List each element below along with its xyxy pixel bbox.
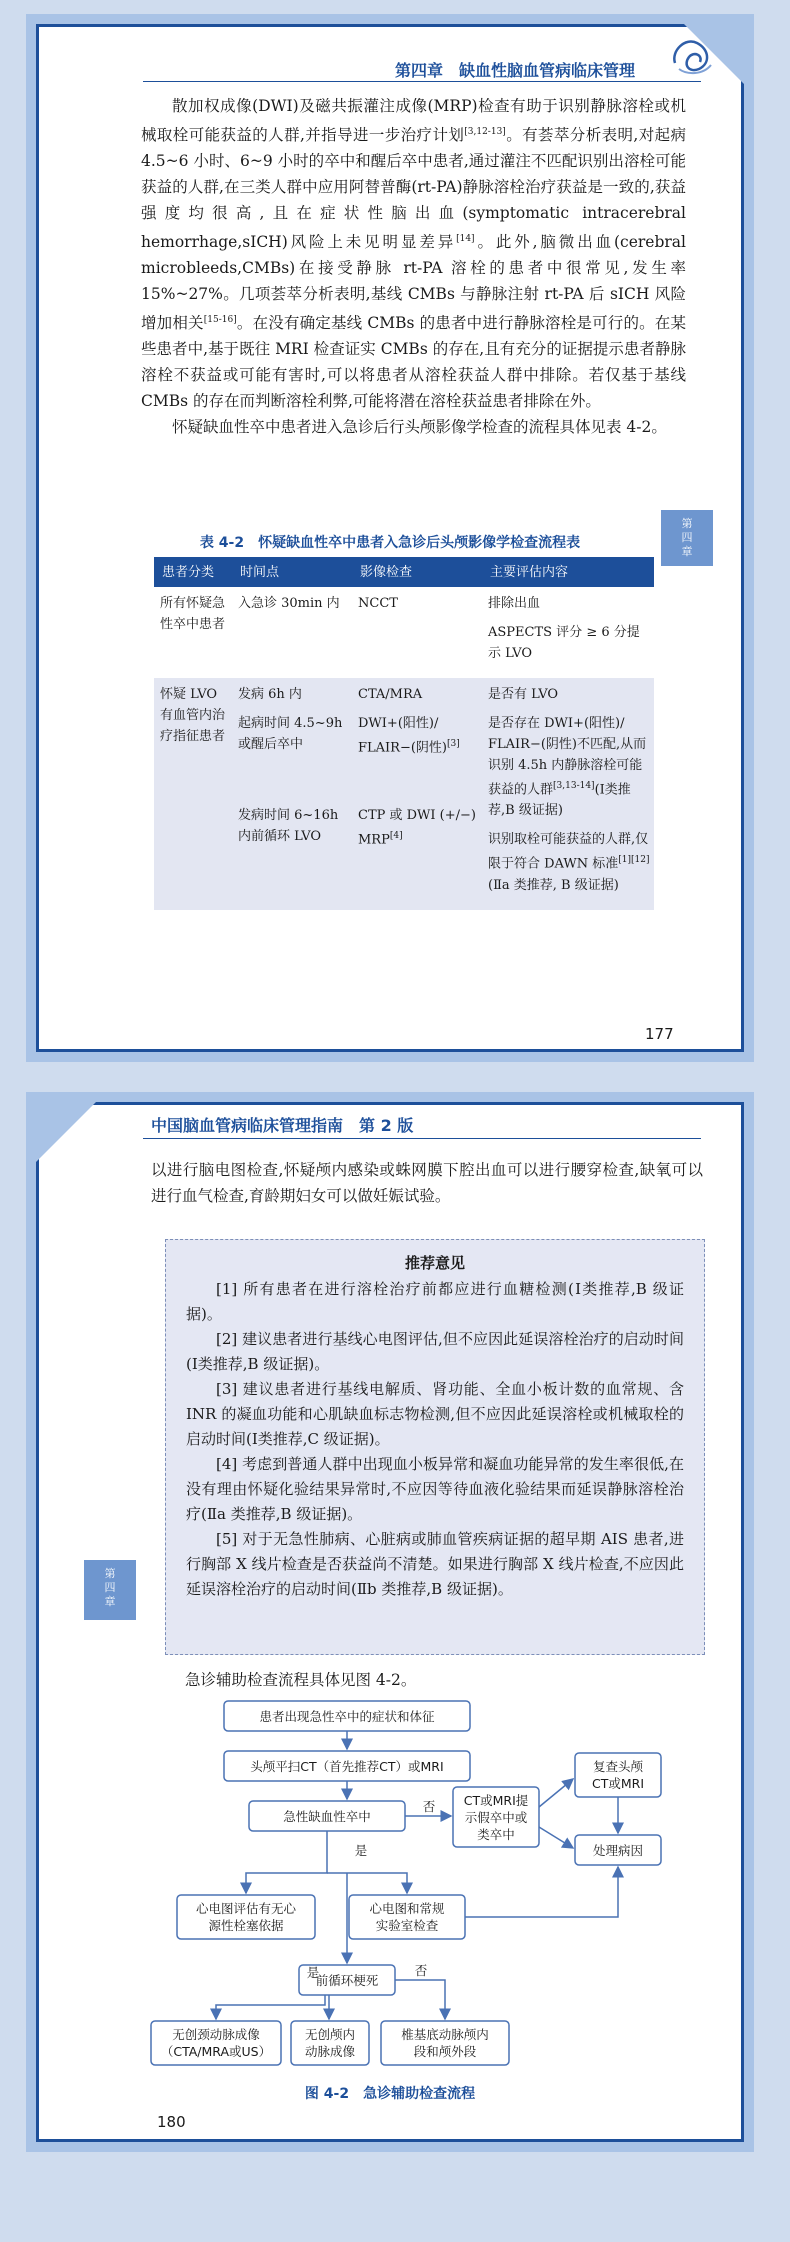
citation-superscript: [14] [456, 234, 475, 245]
flow-edge [465, 1867, 618, 1917]
text-run: CTA/MRA [358, 687, 423, 702]
body-paragraph-1 [141, 93, 686, 440]
flow-label-yes: 是 [306, 1965, 320, 1980]
table-cell-assessment [482, 678, 654, 910]
flow-intro: 急诊辅助检查流程具体见图 4-2。 [185, 1671, 417, 1689]
flow-edge [539, 1827, 573, 1848]
table-header-cell: 患者分类 [154, 557, 232, 587]
text-run: NCCT [358, 596, 398, 611]
table-cell-time [232, 587, 352, 678]
recommendation-item: [1] 所有患者在进行溶栓治疗前都应进行血糖检测(Ⅰ类推荐,B 级证据)。 [186, 1280, 684, 1323]
flow-label-recheck-2: CT或MRI [591, 1776, 645, 1791]
recommendation-box [165, 1239, 705, 1655]
page-corner-decoration [36, 1102, 96, 1162]
text-run: DWI+(阳性)/ FLAIR−(阴性) [358, 716, 448, 756]
flow-label-vertebrobasilar-2: 段和颅外段 [413, 2044, 477, 2059]
flow-label-intracranial-2: 动脉成像 [304, 2044, 356, 2059]
table-cell-category: 所有怀疑急性卒中患者 [154, 587, 232, 678]
flow-label-symptoms: 患者出现急性卒中的症状和体征 [259, 1709, 435, 1724]
logo-icon [667, 33, 717, 77]
recommendation-list [166, 1277, 704, 1602]
table-cell-imaging [352, 587, 482, 678]
flow-label-recheck-1: 复查头颅 [592, 1759, 644, 1774]
flow-label-intracranial-1: 无创颅内 [304, 2027, 356, 2042]
text-run: 。有荟萃分析表明,对起病 4.5~6 小时、6~9 小时的卒中和醒后卒中患者,通过灌注不匹配识别出溶栓可能获益的人群,在三类人群中应用阿替普酶(rt-PA)静脉溶栓治疗获益是一致的,获益强度均很高,且在症状性脑出血(symptomatic intracerebral hemorrhage,sICH)风险上未见明显差异 [141, 126, 686, 252]
page-number: 177 [645, 1025, 674, 1043]
recommendation-item: [5] 对于无急性肺病、心脏病或肺血管疾病证据的超早期 AIS 患者,进行胸部 X 线片检查是否获益尚不清楚。如果进行胸部 X 线片检查,不应因此延误溶栓治疗的启动时间(Ⅱb 类推荐,B 级证据)。 [186, 1530, 684, 1598]
text-run: 是否存在 DWI+(阳性)/ FLAIR−(阴性)不匹配,从而识别 4.5h 内静脉溶栓可能获益的人群 [488, 716, 647, 798]
page-177-inner [36, 24, 744, 1052]
flow-label-yes: 是 [354, 1843, 368, 1858]
header-rule [143, 81, 701, 82]
table-header-cell: 主要评估内容 [482, 557, 654, 587]
imaging-item [358, 684, 478, 705]
text-run: 识别取栓可能获益的人群,仅限于符合 DAWN 标准 [488, 832, 649, 872]
flow-label-no: 否 [414, 1963, 428, 1978]
recommendation-item: [4] 考虑到普通人群中出现血小板异常和凝血功能异常的发生率很低,在没有理由怀疑化验结果异常时,不应因等待血液化验结果而延误静脉溶栓治疗(Ⅱa 类推荐,B 级证据)。 [186, 1455, 684, 1523]
text-run: 是否有 LVO [488, 687, 559, 702]
chapter-side-tab [84, 1560, 136, 1620]
table-cell-time [232, 678, 352, 910]
chapter-header: 第四章 缺血性脑血管病临床管理 [394, 61, 635, 80]
table-cell-imaging [352, 678, 482, 910]
flow-label-ecg-embolism-1: 心电图评估有无心 [195, 1901, 297, 1916]
table-cell-assessment [482, 587, 654, 678]
chapter-side-tab-label: 第 四 章 [104, 1567, 116, 1608]
flow-label-ais: 急性缺血性卒中 [283, 1809, 371, 1824]
flow-label-ct-mri: 头颅平扫CT（首先推荐CT）或MRI [250, 1759, 444, 1774]
paragraph-2: 怀疑缺血性卒中患者进入急诊后行头颅影像学检查的流程具体见表 4-2。 [172, 418, 667, 437]
flow-edge [327, 1873, 407, 1893]
flow-label-mimic-1: CT或MRI提 [463, 1793, 529, 1808]
page-number: 180 [157, 2113, 186, 2131]
table-header-cell: 影像检查 [352, 557, 482, 587]
imaging-item [358, 805, 478, 850]
book-header: 中国脑血管病临床管理指南 第 2 版 [151, 1116, 414, 1135]
table-header-cell: 时间点 [232, 557, 352, 587]
text-run: CTP 或 DWI (+/−) MRP [358, 808, 476, 848]
chapter-side-tab-label: 第 四 章 [681, 517, 693, 558]
time-point: 入急诊 30min 内 [238, 596, 340, 611]
assessment-item [488, 684, 650, 705]
text-run: 。在没有确定基线 CMBs 的患者中进行静脉溶栓是可行的。在某些患者中,基于既往 MRI 检查证实 CMBs 的存在,且有充分的证据提示患者静脉溶栓不获益或可能有害时,可以将患者从溶栓获益人群中排除。若仅基于基线 CMBs 的存在而判断溶栓利弊,可能将潜在溶栓获益患者排除在外。 [141, 314, 686, 411]
flow-edge [395, 1980, 445, 2019]
citation-superscript: [3,12-13] [464, 127, 506, 137]
recommendation-item: [2] 建议患者进行基线心电图评估,但不应因此延误溶栓治疗的启动时间(Ⅰ类推荐,B 级证据)。 [186, 1330, 684, 1373]
imaging-item [358, 713, 478, 797]
flow-label-mimic-2: 示假卒中或 [464, 1810, 528, 1825]
assessment-item [488, 713, 650, 821]
page-180-inner [36, 1102, 744, 2142]
flow-label-ecg-lab-2: 实验室检查 [375, 1918, 439, 1933]
flow-label-carotid-1: 无创颈动脉成像 [172, 2027, 260, 2042]
figure-caption: 图 4-2 急诊辅助检查流程 [304, 2086, 476, 2102]
table-header-row [154, 557, 654, 587]
flow-edge [216, 1995, 325, 2019]
table-row [154, 678, 654, 910]
flow-label-ecg-embolism-2: 源性栓塞依据 [208, 1918, 284, 1933]
text-run: 。此外,脑微出血(cerebral microbleeds,CMBs)在接受静脉 rt-PA 溶栓的患者中很常见,发生率 15%~27%。几项荟萃分析表明,基线 CMBs 与静脉注射 rt-PA 后 sICH 风险增加相关 [141, 233, 686, 333]
flow-label-mimic-3: 类卒中 [477, 1827, 515, 1842]
intro-paragraph: 以进行脑电图检查,怀疑颅内感染或蛛网膜下腔出血可以进行腰穿检查,缺氧可以进行血气检查,育龄期妇女可以做妊娠试验。 [151, 1161, 703, 1205]
assessment-item [488, 593, 650, 614]
text-run: 排除出血 [488, 596, 541, 611]
header-rule [143, 1138, 701, 1139]
assessment-item [488, 829, 650, 895]
flow-edge [246, 1831, 327, 1893]
text-run: (Ⅰ类推荐,B 级证据) [488, 782, 631, 819]
citation-superscript: [12] [631, 855, 650, 866]
flow-label-ecg-lab-1: 心电图和常规 [369, 1901, 445, 1916]
flow-label-carotid-2: （CTA/MRA或US） [160, 2044, 272, 2059]
citation-superscript: [15-16] [203, 315, 237, 326]
imaging-item [358, 593, 478, 614]
table-row [154, 587, 654, 678]
citation-superscript: [4] [389, 831, 403, 841]
recommendation-title: 推荐意见 [404, 1254, 465, 1272]
table-caption: 表 4-2 怀疑缺血性卒中患者入急诊后头颅影像学检查流程表 [199, 535, 581, 551]
text-run: (Ⅱa 类推荐, B 级证据) [488, 877, 619, 893]
emergency-workflow-flowchart [149, 1695, 709, 2075]
page-180 [26, 1092, 754, 2152]
citation-superscript: [3,13-14] [553, 781, 595, 791]
time-point: 发病 6h 内 [238, 687, 302, 702]
time-point: 发病时间 6~16h 内前循环 LVO [238, 808, 339, 844]
flow-label-treat-cause: 处理病因 [592, 1843, 644, 1858]
flow-edge [539, 1779, 573, 1807]
text-run: 散加权成像(DWI)及磁共振灌注成像(MRP)检查有助于识别静脉溶栓或机械取栓可能获益的人群,并指导进一步治疗计划 [141, 97, 686, 145]
citation-superscript: [3] [447, 739, 460, 749]
page-177 [26, 14, 754, 1062]
table-cell-category: 怀疑 LVO 有血管内治疗指征患者 [154, 678, 232, 910]
flow-label-vertebrobasilar-1: 椎基底动脉颅内 [401, 2027, 489, 2042]
recommendation-item: [3] 建议患者进行基线电解质、肾功能、全血小板计数的血常规、含 INR 的凝血功能和心肌缺血标志物检测,但不应因此延误溶栓或机械取栓的启动时间(Ⅰ类推荐,C 级证据)。 [186, 1380, 684, 1448]
citation-superscript: [1] [618, 855, 632, 866]
flow-label-anterior: 前循环梗死 [315, 1973, 379, 1988]
paragraph-text [141, 93, 686, 414]
flow-label-no: 否 [422, 1799, 436, 1814]
time-point: 起病时间 4.5~9h 或醒后卒中 [238, 716, 343, 752]
assessment-item [488, 622, 650, 664]
text-run: ASPECTS 评分 ≥ 6 分提示 LVO [488, 625, 640, 661]
imaging-workflow-table [154, 557, 654, 910]
